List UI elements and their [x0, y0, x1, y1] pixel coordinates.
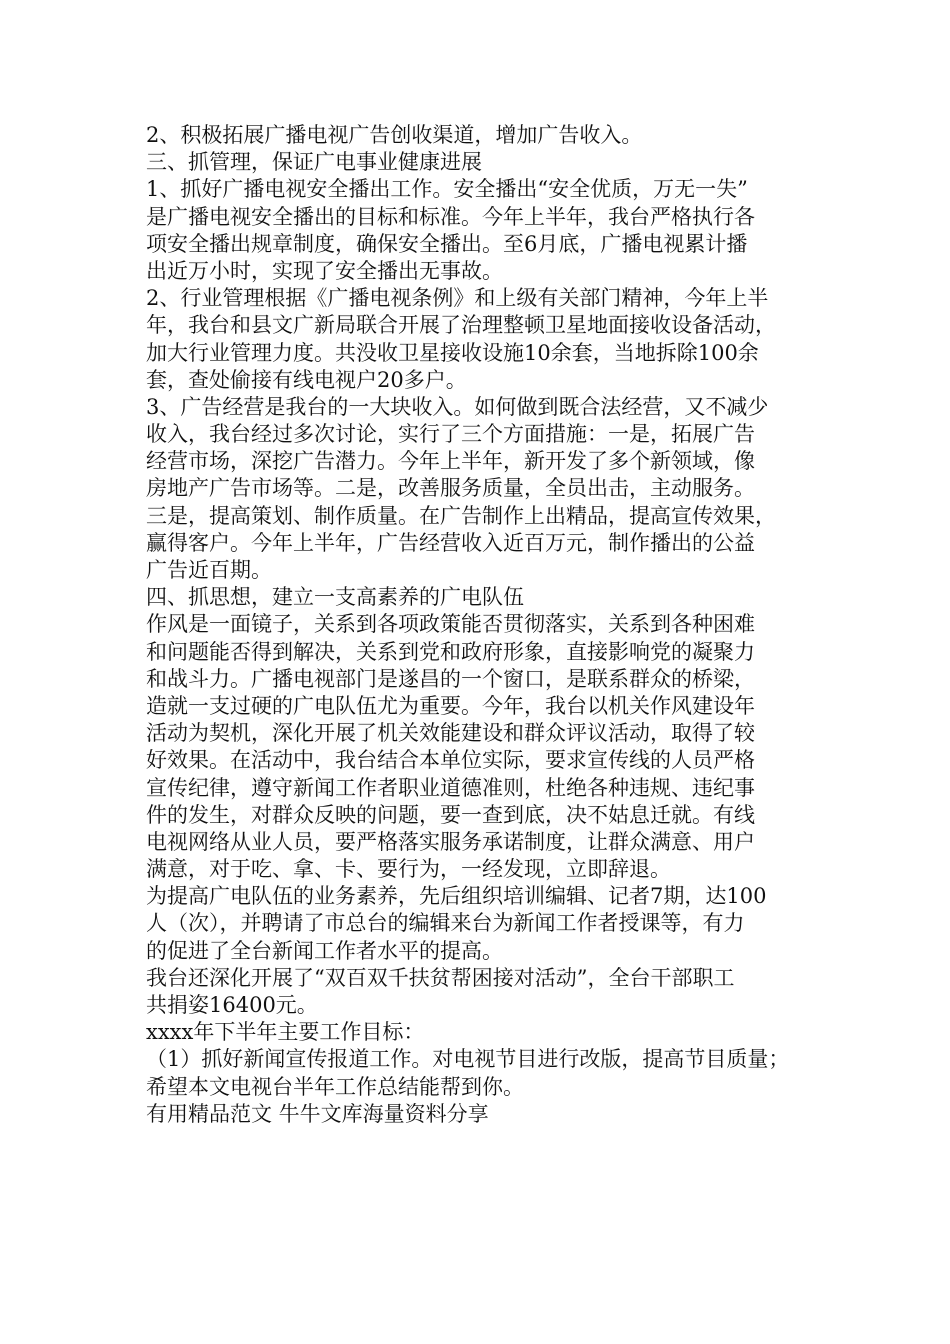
- text-line: 项安全播出规章制度，确保安全播出。至6月底，广播电视累计播: [146, 231, 748, 256]
- text-line: 宣传纪律，遵守新闻工作者职业道德准则，杜绝各种违规、违纪事: [146, 775, 755, 800]
- text-line: xxxx年下半年主要工作目标：: [146, 1020, 425, 1045]
- text-line: 套，查处偷接有线电视户20多户。: [146, 367, 467, 392]
- text-line: 件的发生，对群众反映的问题，要一查到底，决不姑息迁就。有线: [146, 802, 755, 827]
- text-line: 2、行业管理根据《广播电视条例》和上级有关部门精神，今年上半: [146, 286, 769, 311]
- text-line: 3、广告经营是我台的一大块收入。如何做到既合法经营，又不减少: [146, 394, 769, 419]
- text-line: 2、积极拓展广播电视广告创收渠道，增加广告收入。: [146, 123, 643, 147]
- text-line: 经营市场，深挖广告潜力。今年上半年，新开发了多个新领域，像: [146, 449, 755, 474]
- text-line: （1）抓好新闻宣传报道工作。对电视节目进行改版，提高节目质量；: [146, 1047, 790, 1072]
- section-heading: 三、抓管理，保证广电事业健康进展: [146, 150, 482, 175]
- text-line: 赢得客户。今年上半年，广告经营收入近百万元，制作播出的公益: [146, 530, 755, 555]
- text-line: 共捐姿16400元。: [146, 993, 318, 1017]
- text-line: 三是，提高策划、制作质量。在广告制作上出精品，提高宣传效果，: [146, 503, 776, 528]
- text-line: 加大行业管理力度。共没收卫星接收设施10余套，当地拆除100余: [146, 340, 759, 365]
- text-line: 收入，我台经过多次讨论，实行了三个方面措施：一是，拓展广告: [146, 422, 755, 447]
- text-line: 1、抓好广播电视安全播出工作。安全播出“安全优质，万无一失”: [146, 177, 748, 202]
- text-line: 人（次），并聘请了市总台的编辑来台为新闻工作者授课等，有力: [146, 911, 745, 936]
- text-line: 好效果。在活动中，我台结合本单位实际，要求宣传线的人员严格: [146, 748, 755, 773]
- section-heading: 四、抓思想，建立一支高素养的广电队伍: [146, 585, 524, 610]
- text-line: 造就一支过硬的广电队伍尤为重要。今年，我台以机关作风建设年: [146, 693, 755, 718]
- text-line: 希望本文电视台半年工作总结能帮到你。: [146, 1074, 524, 1099]
- document-body: [146, 122, 814, 1128]
- text-line: 电视网络从业人员，要严格落实服务承诺制度，让群众满意、用户: [146, 829, 755, 854]
- text-line: 和战斗力。广播电视部门是遂昌的一个窗口，是联系群众的桥梁，: [146, 666, 755, 691]
- text-line: 我台还深化开展了“双百双千扶贫帮困接对活动”，全台干部职工: [146, 965, 735, 990]
- text-line: 广告近百期。: [146, 558, 272, 582]
- text-line: 为提高广电队伍的业务素养，先后组织培训编辑、记者7期，达100: [146, 884, 767, 909]
- text-line: 出近万小时，实现了安全播出无事故。: [146, 258, 503, 283]
- text-line: 和问题能否得到解决，关系到党和政府形象，直接影响党的凝聚力: [146, 639, 755, 664]
- text-line: 是广播电视安全播出的目标和标准。今年上半年，我台严格执行各: [146, 204, 755, 229]
- text-line: 作风是一面镜子，关系到各项政策能否贯彻落实，关系到各种困难: [146, 612, 755, 637]
- text-line: 满意，对于吃、拿、卡、要行为，一经发现，立即辞退。: [146, 857, 671, 882]
- footer-text: 有用精品范文 牛牛文库海量资料分享: [146, 1101, 489, 1126]
- text-line: 的促进了全台新闻工作者水平的提高。: [146, 938, 503, 963]
- text-line: 房地产广告市场等。二是，改善服务质量，全员出击，主动服务。: [146, 476, 755, 501]
- text-line: 活动为契机，深化开展了机关效能建设和群众评议活动，取得了较: [146, 721, 755, 746]
- text-line: 年，我台和县文广新局联合开展了治理整顿卫星地面接收设备活动，: [146, 313, 776, 338]
